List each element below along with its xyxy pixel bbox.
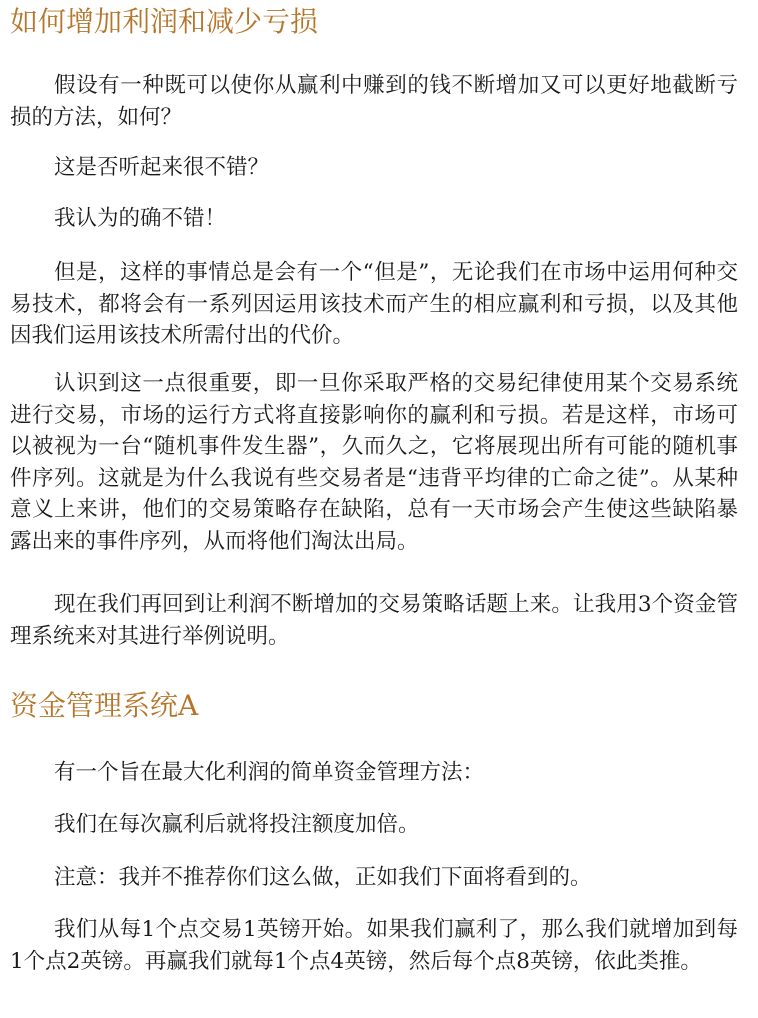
paragraph-10: 我们从每1个点交易1英镑开始。如果我们赢利了，那么我们就增加到每1个点2英镑。再赢我们就每1个点4英镑，然后每个点8英镑，依此类推。 [10, 917, 738, 974]
paragraph-5: 认识到这一点很重要，即一旦你采取严格的交易纪律使用某个交易系统进行交易，市场的运行方式将直接影响你的赢利和亏损。若是这样，市场可以被视为一台“随机事件发生器”，久而久之，它将展现出所有可能的随机事件序列。这就是为什么我说有些交易者是“违背平均律的亡命之徒”。从某种意义上来讲，他们的交易策略存在缺陷，总有一天市场会产生使这些缺陷暴露出来的事件序列，从而将他们淘汰出局。 [10, 371, 738, 554]
paragraph-9: 注意：我并不推荐你们这么做，正如我们下面将看到的。 [54, 865, 592, 890]
paragraph-2: 这是否听起来很不错？ [54, 155, 270, 180]
paragraph-6: 现在我们再回到让利润不断增加的交易策略话题上来。让我用3个资金管理系统来对其进行举例说明。 [10, 592, 738, 649]
paragraph-3: 我认为的确不错！ [54, 206, 227, 231]
paragraph-1: 假设有一种既可以使你从赢利中赚到的钱不断增加又可以更好地截断亏损的方法，如何？ [10, 73, 738, 130]
section-heading-profit-loss: 如何增加利润和减少亏损 [10, 5, 319, 38]
paragraph-8: 我们在每次赢利后就将投注额度加倍。 [54, 812, 420, 837]
section-heading-money-management-a: 资金管理系统A [10, 689, 199, 722]
paragraph-7: 有一个旨在最大化利润的简单资金管理方法： [54, 760, 485, 785]
paragraph-4: 但是，这样的事情总是会有一个“但是”，无论我们在市场中运用何种交易技术，都将会有一系列因运用该技术而产生的相应赢利和亏损，以及其他因我们运用该技术所需付出的代价。 [10, 260, 738, 348]
